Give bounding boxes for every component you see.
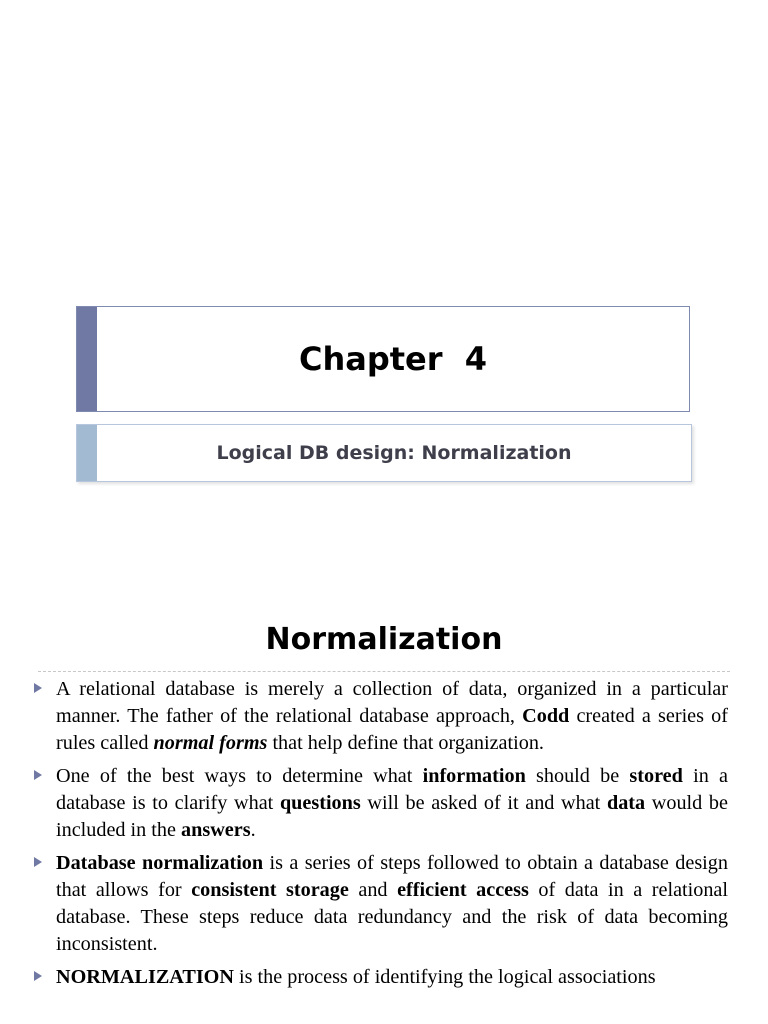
bullet-text (56, 765, 728, 841)
title-box (76, 306, 690, 412)
heading-divider (38, 671, 730, 672)
text-segment: Database normalization (56, 852, 264, 874)
text-segment: would be included in the (56, 792, 728, 841)
text-segment: information (422, 765, 526, 787)
text-segment: A relational database is merely a collection of data, organized in a particular manner. The father of the relational database approach, (56, 678, 728, 727)
slide-title: Chapter 4 (298, 340, 488, 378)
text-segment: that help define that organization. (267, 732, 544, 754)
text-segment: Codd (522, 705, 570, 727)
bullet-list (34, 676, 728, 997)
text-segment: consistent storage (191, 879, 349, 901)
text-segment: efficient access (397, 879, 529, 901)
bullet-text (56, 678, 728, 754)
text-segment: will be asked of it and what (360, 792, 607, 814)
triangle-bullet-icon (34, 857, 42, 867)
text-segment: and (348, 879, 398, 901)
section-heading: Normalization (265, 622, 503, 657)
subtitle-box (76, 424, 692, 482)
text-segment: is the process of identifying the logical associations (233, 966, 656, 988)
subtitle-accent-bar (77, 425, 97, 481)
bullet-item (34, 964, 728, 991)
text-segment: of data in a relational database. These steps reduce data redundancy and the risk of data becoming inconsistent. (56, 879, 728, 955)
text-segment: NORMALIZATION (56, 966, 234, 988)
text-segment: created a series of rules called (56, 705, 728, 754)
bullet-item (34, 850, 728, 958)
triangle-bullet-icon (34, 683, 42, 693)
text-segment: One of the best ways to determine what (56, 765, 423, 787)
text-segment: is a series of steps followed to obtain a database design that allows for (56, 852, 728, 901)
bullet-item (34, 676, 728, 757)
triangle-bullet-icon (34, 971, 42, 981)
slide-subtitle: Logical DB design: Normalization (216, 442, 572, 464)
text-segment: normal forms (153, 732, 268, 754)
text-segment: . (250, 819, 256, 841)
text-segment: answers (181, 819, 251, 841)
text-segment: should be (525, 765, 630, 787)
text-segment: data (606, 792, 646, 814)
text-segment: in a database is to clarify what (56, 765, 728, 814)
title-accent-bar (77, 307, 97, 411)
text-segment: stored (629, 765, 683, 787)
bullet-text (56, 852, 728, 955)
triangle-bullet-icon (34, 770, 42, 780)
bullet-text (56, 966, 656, 988)
bullet-item (34, 763, 728, 844)
text-segment: questions (279, 792, 361, 814)
